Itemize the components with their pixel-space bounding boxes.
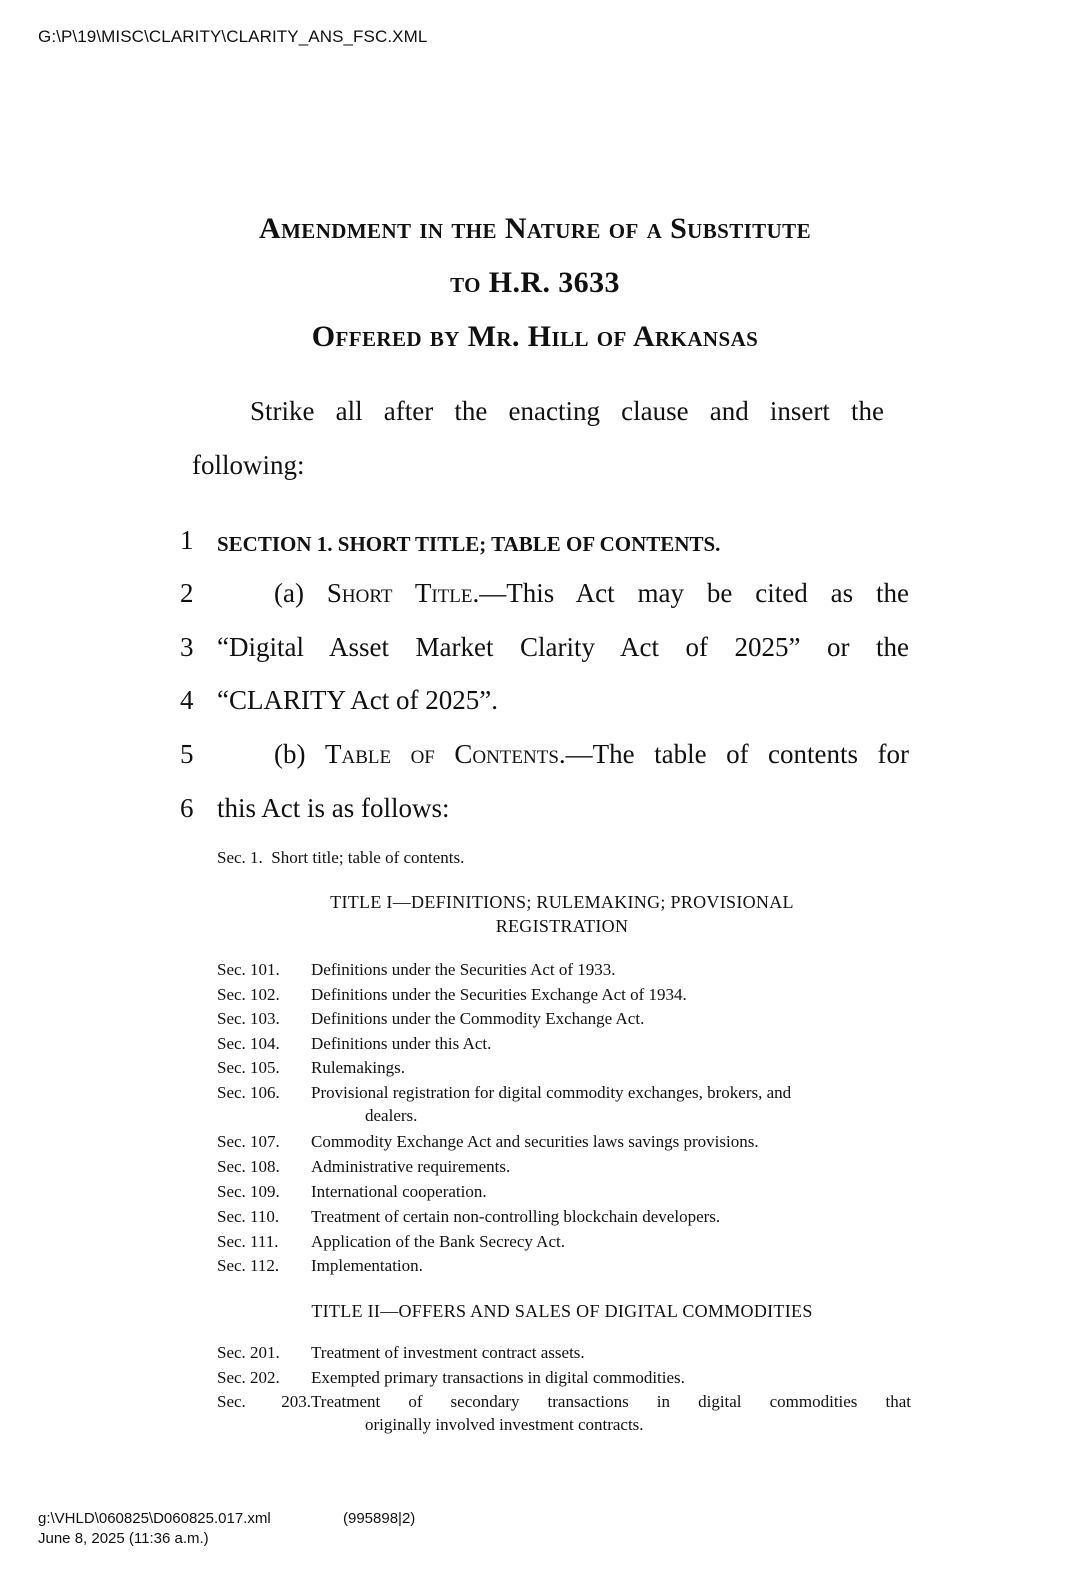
toc-entry-text: Rulemakings. (311, 1058, 405, 1077)
toc-entry-text: Short title; table of contents. (271, 848, 465, 867)
toc-entry-number: Sec. 101. (217, 960, 280, 979)
toc-entry-number: Sec. 202. (217, 1368, 280, 1387)
toc-entry-number: Sec. 103. (217, 1009, 280, 1028)
toc-label: Table of Contents (324, 739, 559, 769)
toc-entry (217, 1180, 911, 1205)
toc-entry-number: Sec. 110. (217, 1207, 280, 1226)
toc-entry-number: Sec. 105. (217, 1058, 280, 1077)
short-title-label: Short Title (326, 578, 473, 608)
toc-entry-number: Sec. 112. (217, 1256, 280, 1275)
short-title-line-4: “CLARITY Act of 2025”. (217, 685, 498, 715)
toc-entry-text: Definitions under the Securities Exchange Act of 1934. (311, 985, 687, 1004)
toc-entry-number: Sec. 106. (217, 1083, 280, 1102)
file-path: G:\P\19\MISC\CLARITY\CLARITY_ANS_FSC.XML (38, 27, 428, 46)
toc-entry (217, 1366, 911, 1391)
toc-title-1-line-2: REGISTRATION (495, 916, 629, 936)
toc-entry-number: Sec. 108. (217, 1157, 280, 1176)
line-number: 5 (180, 739, 194, 769)
toc-entry-continuation: originally involved investment contracts. (365, 1415, 644, 1434)
toc-entry-continuation: dealers. (365, 1106, 418, 1125)
short-title-text: .—This Act may be cited as the (472, 578, 909, 608)
line-number: 3 (180, 632, 194, 662)
line-number: 6 (180, 793, 194, 823)
offered-by: Offered by Mr. Hill of Arkansas (311, 320, 759, 353)
toc-entry-number: Sec. 111. (217, 1232, 279, 1251)
toc-title-2: TITLE II—OFFERS AND SALES OF DIGITAL COMMODITIES (311, 1301, 813, 1321)
toc-entry (217, 1254, 911, 1279)
toc-intro-line-6: this Act is as follows: (217, 793, 450, 823)
short-title-line (274, 578, 909, 609)
toc-entry-text: Provisional registration for digital commodity exchanges, brokers, and (311, 1083, 792, 1102)
toc-entry-text: Treatment of secondary transactions in digital commodities that (311, 1392, 911, 1411)
toc-entry-text: Definitions under this Act. (311, 1034, 492, 1053)
toc-entry (217, 958, 911, 983)
footer-code: (995898|2) (343, 1510, 416, 1527)
toc-entry (217, 1130, 911, 1155)
toc-intro-line (274, 739, 909, 770)
intro-line-2: following: (192, 450, 305, 480)
toc-entry-number: Sec. 203. (217, 1392, 311, 1411)
toc-entry-number: Sec. 104. (217, 1034, 280, 1053)
toc-entry (217, 1341, 911, 1366)
toc-title-1-line-1: TITLE I—DEFINITIONS; RULEMAKING; PROVISIONAL (330, 892, 794, 912)
intro-line-1: Strike all after the enacting clause and insert the (250, 396, 884, 426)
short-title-label-open: (a) (274, 578, 327, 608)
toc-entry (217, 848, 464, 868)
line-number: 4 (180, 685, 194, 715)
line-number: 2 (180, 578, 194, 608)
toc-entry-number: Sec. 109. (217, 1182, 280, 1201)
toc-entry-text: Definitions under the Commodity Exchange Act. (311, 1009, 645, 1028)
toc-entry (217, 1155, 911, 1180)
toc-entry-text: Implementation. (311, 1256, 423, 1275)
short-title-line-3: “Digital Asset Market Clarity Act of 2025” or the (217, 632, 909, 662)
line-number: 1 (180, 525, 194, 555)
toc-entry-text: Commodity Exchange Act and securities laws savings provisions. (311, 1132, 759, 1151)
toc-entry-number: Sec. 107. (217, 1132, 280, 1151)
toc-entry-number: Sec. 201. (217, 1343, 280, 1362)
toc-entry-text: Treatment of certain non-controlling blockchain developers. (311, 1207, 721, 1226)
toc-entry (217, 1390, 911, 1415)
toc-entry (217, 1032, 911, 1057)
toc-entry (217, 1007, 911, 1032)
toc-entry-text: Administrative requirements. (311, 1157, 511, 1176)
toc-intro-text: .—The table of contents for (558, 739, 910, 769)
toc-title-1 (217, 890, 907, 938)
bill-number: to H.R. 3633 (450, 266, 620, 299)
section-heading: SECTION 1. SHORT TITLE; TABLE OF CONTENTS. (217, 532, 721, 556)
toc-entry-number: Sec. 102. (217, 985, 280, 1004)
toc-entry (217, 1230, 911, 1255)
toc-entry (217, 1056, 911, 1081)
toc-entry-text: International cooperation. (311, 1182, 487, 1201)
toc-entry-text: Treatment of investment contract assets. (311, 1343, 585, 1362)
amendment-title: Amendment in the Nature of a Substitute (259, 212, 811, 245)
toc-entry-text: Exempted primary transactions in digital commodities. (311, 1368, 685, 1387)
footer-file: g:\VHLD\060825\D060825.017.xml (38, 1510, 271, 1527)
toc-entry (217, 1081, 911, 1106)
footer-date: June 8, 2025 (11:36 a.m.) (38, 1530, 209, 1547)
toc-entry-text: Application of the Bank Secrecy Act. (311, 1232, 565, 1251)
toc-entry (217, 1205, 911, 1230)
toc-entry-text: Definitions under the Securities Act of 1933. (311, 960, 616, 979)
toc-label-open: (b) (274, 739, 325, 769)
toc-entry-number: Sec. 1. (217, 848, 263, 867)
toc-entry (217, 983, 911, 1008)
